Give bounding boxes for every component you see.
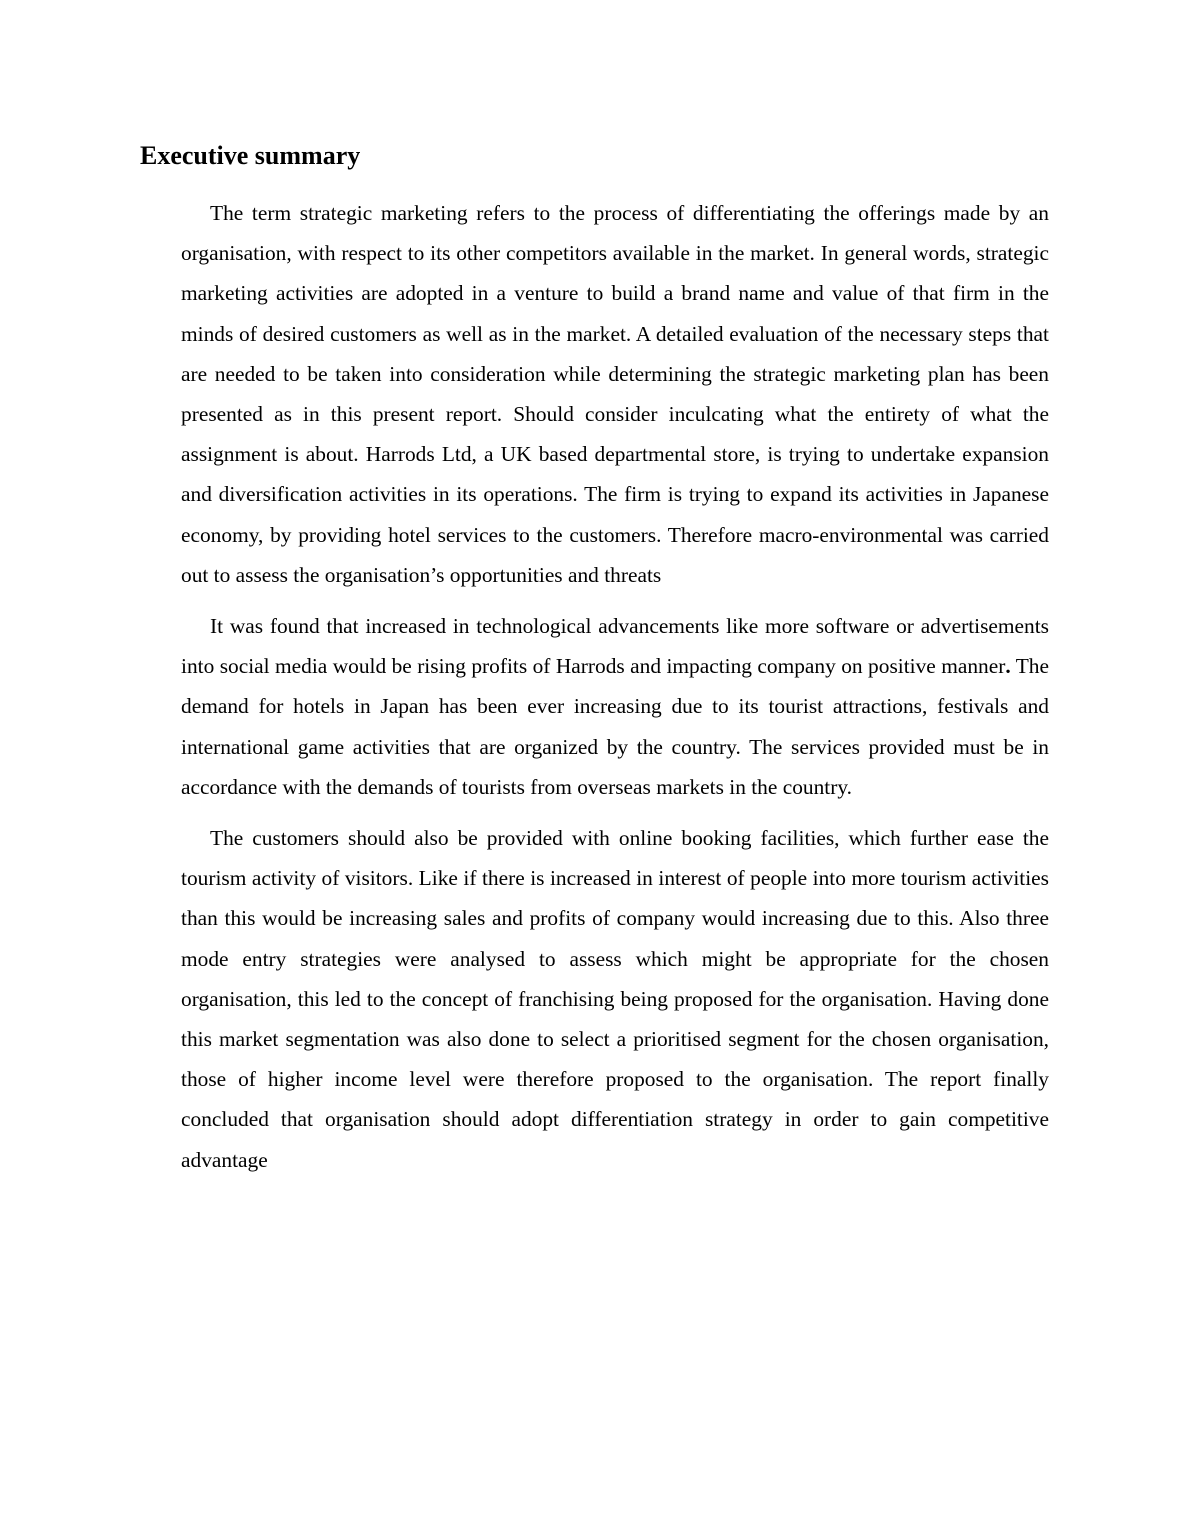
paragraph-2-part-1: It was found that increased in technological advancements like more software or advertisements into social media would be rising profits of Harrods and impacting company on positive manner — [181, 614, 1049, 679]
summary-body — [181, 193, 1049, 1191]
paragraph-2-bold-period: . — [1005, 654, 1011, 679]
paragraph-3: The customers should also be provided with online booking facilities, which further ease the tourism activity of visitors. Like if there is increased in interest of people into more tourism activities than this would be increasing sales and profits of company would increasing due to this. Also three mode entry strategies were analysed to assess which might be appropriate for the chosen organisation, this led to the concept of franchising being proposed for the organisation. Having done this market segmentation was also done to select a prioritised segment for the chosen organisation, those of higher income level were therefore proposed to the organisation. The report finally concluded that organisation should adopt differentiation strategy in order to gain competitive advantage — [181, 826, 1049, 1172]
paragraph-2-part-2: The demand for hotels in Japan has been ever increasing due to its tourist attractions, festivals and international game activities that are organized by the country. The services provided must be in accordance with the demands of tourists from overseas markets in the country. — [181, 654, 1049, 799]
paragraph-2 — [181, 606, 1049, 807]
paragraph-1: The term strategic marketing refers to the process of differentiating the offerings made by an organisation, with respect to its other competitors available in the market. In general words, strategic marketing activities are adopted in a venture to build a brand name and value of that firm in the minds of desired customers as well as in the market. A detailed evaluation of the necessary steps that are needed to be taken into consideration while determining the strategic marketing plan has been presented as in this present report. Should consider inculcating what the entirety of what the assignment is about. Harrods Ltd, a UK based departmental store, is trying to undertake expansion and diversification activities in its operations. The firm is trying to expand its activities in Japanese economy, by providing hotel services to the customers. Therefore macro-environmental was carried out to assess the organisation’s opportunities and threats — [181, 201, 1049, 587]
section-heading: Executive summary — [140, 141, 361, 170]
